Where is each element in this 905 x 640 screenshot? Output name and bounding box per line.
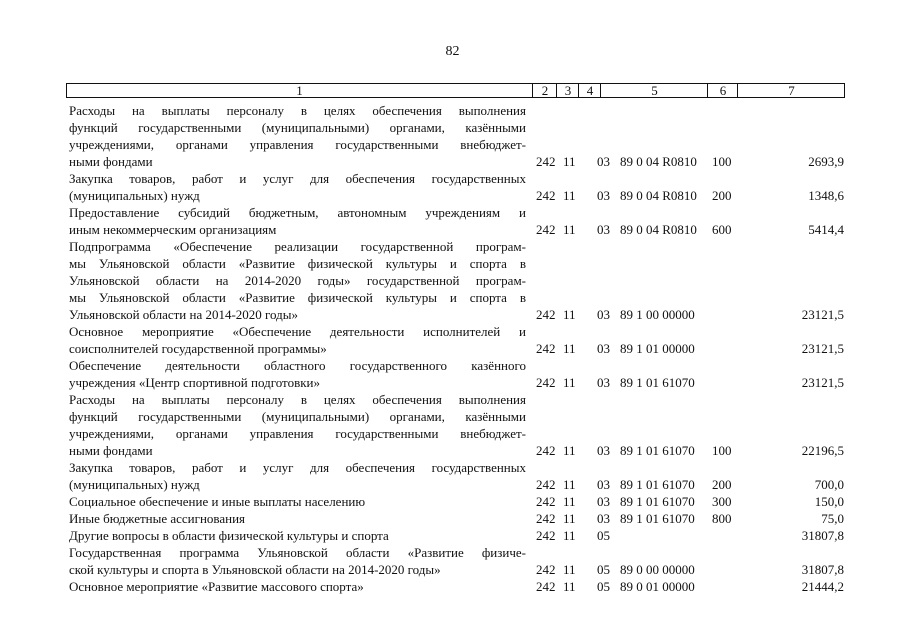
table-row bbox=[66, 102, 845, 170]
table-header-row bbox=[66, 83, 845, 98]
header-col-6: 6 bbox=[707, 84, 738, 97]
code-col-5: 89 1 01 00000 bbox=[620, 341, 695, 356]
code-col-5: 89 1 01 61070 bbox=[620, 511, 695, 526]
code-col-3: 11 bbox=[563, 375, 576, 390]
amount: 700,0 bbox=[814, 477, 844, 492]
page-number: 82 bbox=[445, 44, 460, 59]
description-line: Закупка товаров, работ и услуг для обеспечения государственных bbox=[69, 460, 526, 475]
description-line: функций государственными (муниципальными) органами, казёнными bbox=[69, 409, 526, 424]
row-description bbox=[69, 238, 526, 323]
description-line: Подпрограмма «Обеспечение реализации государственной програм- bbox=[69, 239, 526, 254]
description-line: Основное мероприятие «Обеспечение деятельности исполнителей и bbox=[69, 324, 526, 339]
code-col-6: 800 bbox=[712, 511, 732, 526]
code-col-3: 11 bbox=[563, 188, 576, 203]
code-col-3: 11 bbox=[563, 579, 576, 594]
code-col-4: 03 bbox=[597, 307, 610, 322]
amount: 150,0 bbox=[814, 494, 844, 509]
description-line: ской культуры и спорта в Ульяновской области на 2014-2020 годы» bbox=[69, 562, 441, 577]
code-col-5: 89 1 01 61070 bbox=[620, 443, 695, 458]
amount: 31807,8 bbox=[801, 562, 844, 577]
table-row bbox=[66, 238, 845, 323]
amount: 23121,5 bbox=[801, 375, 844, 390]
code-col-2: 242 bbox=[536, 494, 556, 509]
code-col-2: 242 bbox=[536, 528, 556, 543]
description-line: ными фондами bbox=[69, 443, 153, 458]
header-col-1: 1 bbox=[296, 83, 303, 98]
amount: 2693,9 bbox=[808, 154, 844, 169]
description-line: Основное мероприятие «Развитие массового спорта» bbox=[69, 579, 364, 594]
code-col-6: 100 bbox=[712, 443, 732, 458]
row-description bbox=[69, 170, 526, 204]
code-col-4: 03 bbox=[597, 511, 610, 526]
code-col-2: 242 bbox=[536, 511, 556, 526]
header-col-2: 2 bbox=[532, 84, 557, 97]
code-col-6: 600 bbox=[712, 222, 732, 237]
code-col-4: 03 bbox=[597, 375, 610, 390]
code-col-5: 89 1 01 61070 bbox=[620, 477, 695, 492]
code-col-5: 89 1 01 61070 bbox=[620, 494, 695, 509]
code-col-3: 11 bbox=[563, 511, 576, 526]
code-col-3: 11 bbox=[563, 494, 576, 509]
code-col-5: 89 0 04 R0810 bbox=[620, 222, 697, 237]
code-col-3: 11 bbox=[563, 562, 576, 577]
amount: 75,0 bbox=[821, 511, 844, 526]
code-col-6: 200 bbox=[712, 188, 732, 203]
table-row bbox=[66, 323, 845, 357]
code-col-5: 89 0 00 00000 bbox=[620, 562, 695, 577]
code-col-4: 03 bbox=[597, 341, 610, 356]
code-col-2: 242 bbox=[536, 375, 556, 390]
table-row bbox=[66, 544, 845, 578]
header-col-5: 5 bbox=[600, 84, 708, 97]
code-col-4: 03 bbox=[597, 188, 610, 203]
description-line: Предоставление субсидий бюджетным, автономным учреждениям и bbox=[69, 205, 526, 220]
amount: 31807,8 bbox=[801, 528, 844, 543]
amount: 22196,5 bbox=[801, 443, 844, 458]
table-row bbox=[66, 357, 845, 391]
amount: 23121,5 bbox=[801, 307, 844, 322]
description-line: Закупка товаров, работ и услуг для обеспечения государственных bbox=[69, 171, 526, 186]
code-col-2: 242 bbox=[536, 443, 556, 458]
code-col-5: 89 1 00 00000 bbox=[620, 307, 695, 322]
description-line: Государственная программа Ульяновской области «Развитие физиче- bbox=[69, 545, 526, 560]
code-col-4: 03 bbox=[597, 154, 610, 169]
description-line: учреждениями, органами управления государственными внебюджет- bbox=[69, 426, 526, 441]
code-col-2: 242 bbox=[536, 341, 556, 356]
row-description bbox=[69, 527, 526, 544]
table-row bbox=[66, 527, 845, 544]
code-col-5: 89 0 04 R0810 bbox=[620, 188, 697, 203]
description-line: Ульяновской области на 2014-2020 годы» bbox=[69, 307, 299, 322]
description-line: Обеспечение деятельности областного государственного казённого bbox=[69, 358, 526, 373]
code-col-4: 03 bbox=[597, 222, 610, 237]
code-col-2: 242 bbox=[536, 579, 556, 594]
description-line: Расходы на выплаты персоналу в целях обеспечения выполнения bbox=[69, 392, 526, 407]
row-description bbox=[69, 459, 526, 493]
code-col-5: 89 0 01 00000 bbox=[620, 579, 695, 594]
code-col-2: 242 bbox=[536, 188, 556, 203]
code-col-4: 03 bbox=[597, 494, 610, 509]
row-description bbox=[69, 391, 526, 459]
row-description bbox=[69, 493, 526, 510]
table-row bbox=[66, 493, 845, 510]
code-col-4: 05 bbox=[597, 528, 610, 543]
code-col-2: 242 bbox=[536, 307, 556, 322]
code-col-2: 242 bbox=[536, 154, 556, 169]
table-row bbox=[66, 510, 845, 527]
description-line: функций государственными (муниципальными) органами, казёнными bbox=[69, 120, 526, 135]
row-description bbox=[69, 204, 526, 238]
code-col-4: 05 bbox=[597, 562, 610, 577]
code-col-3: 11 bbox=[563, 528, 576, 543]
code-col-4: 05 bbox=[597, 579, 610, 594]
code-col-2: 242 bbox=[536, 477, 556, 492]
amount: 21444,2 bbox=[801, 579, 844, 594]
row-description bbox=[69, 357, 526, 391]
description-line: ными фондами bbox=[69, 154, 153, 169]
table-row bbox=[66, 459, 845, 493]
table-row bbox=[66, 204, 845, 238]
row-description bbox=[69, 578, 526, 595]
code-col-4: 03 bbox=[597, 443, 610, 458]
description-line: Другие вопросы в области физической культуры и спорта bbox=[69, 528, 389, 543]
code-col-3: 11 bbox=[563, 307, 576, 322]
amount: 1348,6 bbox=[808, 188, 844, 203]
code-col-3: 11 bbox=[563, 477, 576, 492]
description-line: Социальное обеспечение и иные выплаты населению bbox=[69, 494, 366, 509]
table-row bbox=[66, 578, 845, 595]
amount: 23121,5 bbox=[801, 341, 844, 356]
description-line: иным некоммерческим организациям bbox=[69, 222, 277, 237]
code-col-3: 11 bbox=[563, 222, 576, 237]
code-col-5: 89 1 01 61070 bbox=[620, 375, 695, 390]
description-line: Ульяновской области на 2014-2020 годы» государственной програм- bbox=[69, 273, 526, 288]
row-description bbox=[69, 102, 526, 170]
table-row bbox=[66, 391, 845, 459]
code-col-3: 11 bbox=[563, 154, 576, 169]
code-col-3: 11 bbox=[563, 443, 576, 458]
header-col-3: 3 bbox=[556, 84, 579, 97]
description-line: Расходы на выплаты персоналу в целях обеспечения выполнения bbox=[69, 103, 526, 118]
amount: 5414,4 bbox=[808, 222, 844, 237]
table-row bbox=[66, 170, 845, 204]
description-line: учреждениями, органами управления государственными внебюджет- bbox=[69, 137, 526, 152]
row-description bbox=[69, 323, 526, 357]
code-col-6: 100 bbox=[712, 154, 732, 169]
description-line: (муниципальных) нужд bbox=[69, 188, 200, 203]
code-col-2: 242 bbox=[536, 222, 556, 237]
description-line: Иные бюджетные ассигнования bbox=[69, 511, 246, 526]
code-col-3: 11 bbox=[563, 341, 576, 356]
row-description bbox=[69, 544, 526, 578]
code-col-6: 300 bbox=[712, 494, 732, 509]
header-col-7: 7 bbox=[737, 84, 845, 97]
code-col-4: 03 bbox=[597, 477, 610, 492]
budget-table bbox=[66, 83, 845, 594]
code-col-5: 89 0 04 R0810 bbox=[620, 154, 697, 169]
description-line: учреждения «Центр спортивной подготовки» bbox=[69, 375, 320, 390]
description-line: соисполнителей государственной программы» bbox=[69, 341, 327, 356]
code-col-6: 200 bbox=[712, 477, 732, 492]
description-line: (муниципальных) нужд bbox=[69, 477, 200, 492]
description-line: мы Ульяновской области «Развитие физической культуры и спорта в bbox=[69, 290, 526, 305]
code-col-2: 242 bbox=[536, 562, 556, 577]
description-line: мы Ульяновской области «Развитие физической культуры и спорта в bbox=[69, 256, 526, 271]
header-col-4: 4 bbox=[578, 84, 601, 97]
row-description bbox=[69, 510, 526, 527]
